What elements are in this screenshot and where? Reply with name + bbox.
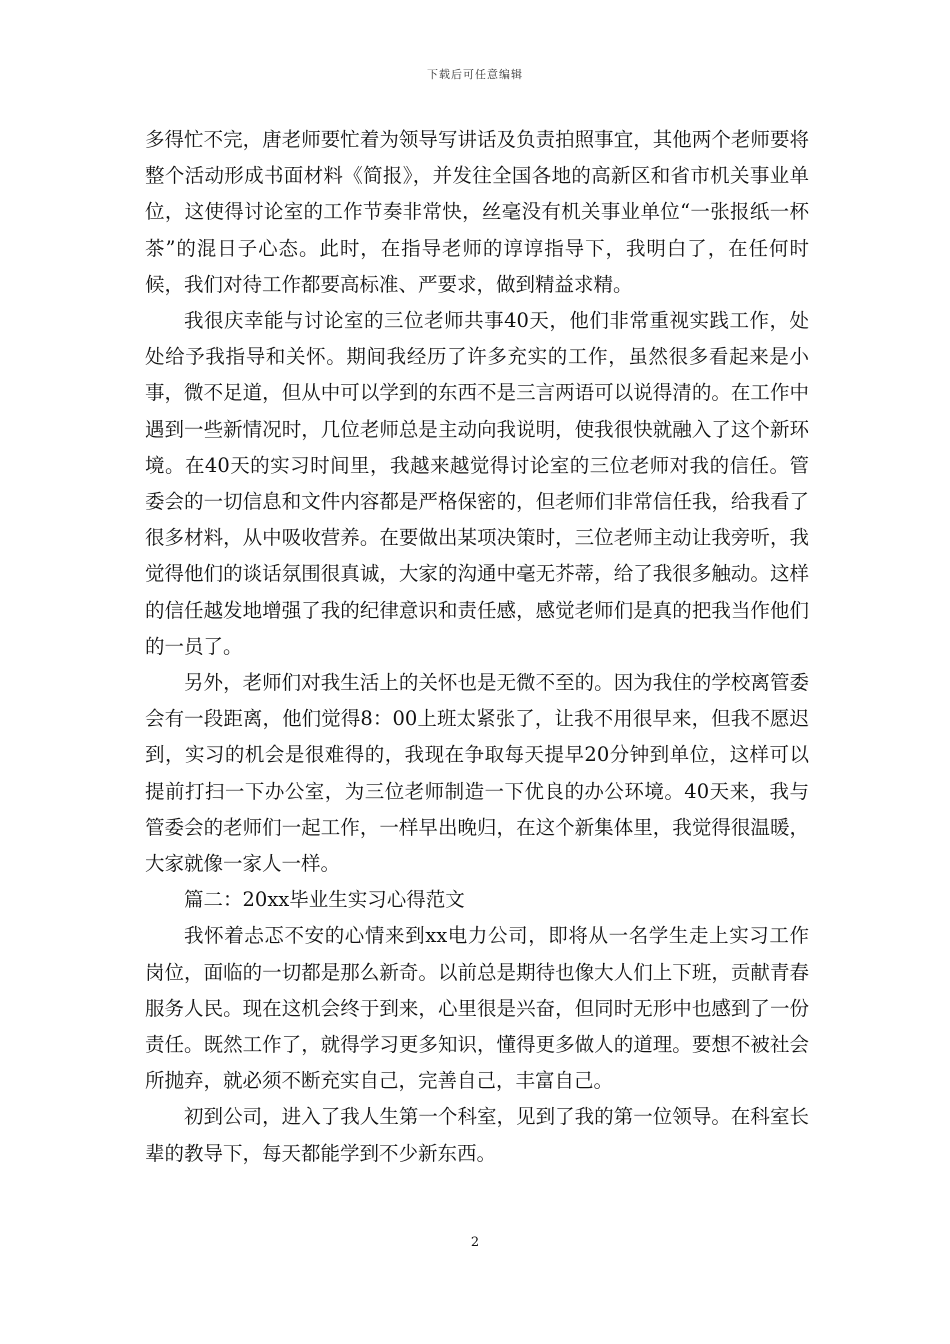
paragraph: 我很庆幸能与讨论室的三位老师共事40天，他们非常重视实践工作，处处给予我指导和关怀。期间我经历了许多充实的工作，虽然很多看起来是小事，微不足道，但从中可以学到的东西不是三言两语可以说得清的。在工作中遇到一些新情况时，几位老师总是主动向我说明，使我很快就融入了这个新环境。在40天的实习时间里，我越来越觉得讨论室的三位老师对我的信任。管委会的一切信息和文件内容都是严格保密的，但老师们非常信任我，给我看了很多材料，从中吸收营养。在要做出某项决策时，三位老师主动让我旁听，我觉得他们的谈话氛围很真诚，大家的沟通中毫无芥蒂，给了我很多触动。这样的信任越发地增强了我的纪律意识和责任感，感觉老师们是真的把我当作他们的一员了。 bbox=[145, 309, 809, 658]
paragraph: 多得忙不完，唐老师要忙着为领导写讲话及负责拍照事宜，其他两个老师要将整个活动形成书面材料《简报》，并发往全国各地的高新区和省市机关事业单位，这使得讨论室的工作节奏非常快，丝毫没有机关事业单位“一张报纸一杯茶”的混日子心态。此时，在指导老师的谆谆指导下，我明白了，在任何时候，我们对待工作都要高标准、严要求，做到精益求精。 bbox=[145, 128, 809, 296]
paragraph: 另外，老师们对我生活上的关怀也是无微不至的。因为我住的学校离管委会有一段距离，他们觉得8：00上班太紧张了，让我不用很早来，但我不愿迟到，实习的机会是很难得的，我现在争取每天提早20分钟到单位，这样可以提前打扫一下办公室，为三位老师制造一下优良的办公环境。40天来，我与管委会的老师们一起工作，一样早出晚归，在这个新集体里，我觉得很温暖，大家就像一家人一样。 bbox=[145, 671, 809, 876]
document-body bbox=[145, 122, 809, 1172]
page-header: 下载后可任意编辑 bbox=[427, 68, 523, 81]
paragraph: 我怀着忐忑不安的心情来到xx电力公司，即将从一名学生走上实习工作岗位，面临的一切都是那么新奇。以前总是期待也像大人们上下班，贡献青春服务人民。现在这机会终于到来，心里很是兴奋，但同时无形中也感到了一份责任。既然工作了，就得学习更多知识，懂得更多做人的道理。要想不被社会所抛弃，就必须不断充实自己，完善自己，丰富自己。 bbox=[145, 924, 809, 1093]
page-number: 2 bbox=[470, 1235, 480, 1250]
paragraph: 初到公司，进入了我人生第一个科室，见到了我的第一位领导。在科室长辈的教导下，每天都能学到不少新东西。 bbox=[145, 1105, 809, 1165]
section-heading: 篇二：20xx毕业生实习心得范文 bbox=[184, 888, 465, 912]
